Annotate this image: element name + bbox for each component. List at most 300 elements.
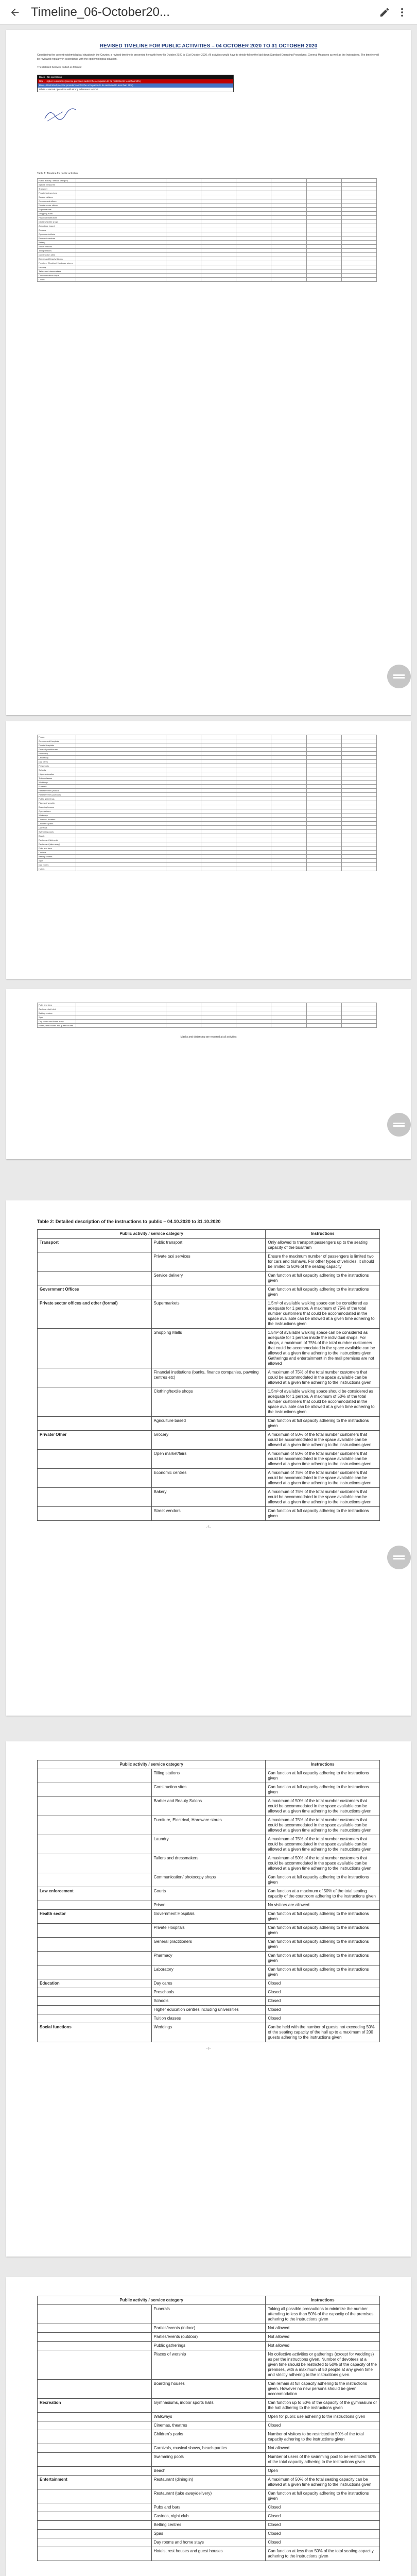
category-cell [38,2014,152,2023]
grid-status-cell [306,228,341,232]
grid-status-cell [271,768,306,772]
grid-subcategory-cell [76,228,166,232]
grid-status-cell [166,278,201,282]
grid-status-cell [271,253,306,257]
category-cell: Private/ Other [38,1431,152,1450]
table-row [38,2512,380,2521]
table-row [38,1299,380,1329]
grid-status-cell [166,768,201,772]
grid-status-cell [166,228,201,232]
grid-status-cell [166,739,201,743]
document-page-5 [6,1741,411,2257]
grid-row [38,1020,377,1024]
grid-status-cell [341,851,376,855]
scroll-handle-icon[interactable] [387,665,411,688]
grid-subcategory-cell [76,1003,166,1007]
category-cell [38,1938,152,1952]
grid-subcategory-cell [76,1015,166,1020]
grid-status-cell [166,830,201,834]
grid-row [38,278,377,282]
grid-row [38,220,377,224]
category-cell [38,2333,152,2342]
grid-status-cell [271,269,306,274]
category-cell [38,2453,152,2467]
grid-status-cell [201,1024,236,1028]
instruction-cell: Can be held with the number of guests not exceeding 50% of the seating capacity of the hall up to a maximum of 200 guests adhering to the instructions given [266,2023,380,2042]
grid-status-cell [236,859,271,863]
grid-status-cell [306,863,341,867]
grid-category-cell: Schools [38,768,76,772]
grid-status-cell [271,822,306,826]
grid-subcategory-cell [76,793,166,797]
instruction-cell: Can function at full capacity adhering to the instructions given [266,1769,380,1783]
grid-status-cell [166,789,201,793]
grid-status-cell [236,1020,271,1024]
grid-row [38,1024,377,1028]
grid-status-cell [201,216,236,220]
grid-status-cell [341,752,376,756]
instruction-cell: A maximum of 75% of the total number customers that could be accommodated in the space available can be allowed at a given time adhering to the instructions given [266,1816,380,1835]
grid-subcategory-cell [76,249,166,253]
grid-category-cell: Tuition classes [38,776,76,781]
grid-status-cell [306,748,341,752]
activity-cell: Furniture, Electrical, Hardware stores [151,1816,266,1835]
activity-cell: Tailors and dressmakers [151,1854,266,1873]
instruction-cell: A maximum of 75% of the total number customers that could be accommodated in the space available can be allowed at a given time adhering to the instructions given [266,1469,380,1488]
grid-status-cell [306,265,341,269]
grid-status-cell [306,855,341,859]
grid-status-cell [236,863,271,867]
category-cell [38,2503,152,2512]
grid-status-cell [271,241,306,245]
grid-status-cell [271,834,306,838]
timeline-grid-part-2 [37,735,377,871]
grid-row [38,241,377,245]
grid-status-cell [166,1003,201,1007]
category-cell [38,1965,152,1979]
grid-status-cell [166,785,201,789]
grid-category-cell: Walkways [38,814,76,818]
grid-status-cell [166,257,201,261]
activity-cell: Day rooms and home stays [151,2538,266,2547]
table-row [38,1252,380,1272]
table-row [38,2006,380,2014]
grid-category-cell: Laboratory [38,756,76,760]
grid-status-cell [201,195,236,199]
grid-status-cell [166,269,201,274]
table-row [38,1450,380,1469]
grid-status-cell [306,241,341,245]
category-cell [38,1873,152,1887]
grid-status-cell [201,212,236,216]
grid-subcategory-cell [76,199,166,204]
document-page-4 [6,1200,411,1716]
table-row [38,1239,380,1252]
grid-category-cell: Barber and Beauty Salons [38,257,76,261]
legend-row: Red – Higher restrictions (service providers and/or the occupation to be restricted to less than 50%) [38,79,233,83]
grid-category-cell: Casinos [38,851,76,855]
grid-status-cell [236,191,271,195]
grid-status-cell [166,1015,201,1020]
grid-category-cell: Boarding houses [38,805,76,809]
instruction-cell: A maximum of 50% of the total seating capacity can be allowed at a given time adhering to the instructions given [266,2476,380,2489]
more-options-icon[interactable] [393,4,411,21]
activity-cell: Barber and Beauty Salons [151,1797,266,1816]
grid-category-cell: Tilling stations [38,249,76,253]
grid-status-cell [201,756,236,760]
grid-status-cell [341,789,376,793]
grid-row [38,249,377,253]
grid-status-cell [341,1007,376,1011]
category-cell [38,2489,152,2503]
grid-status-cell [236,265,271,269]
grid-status-cell [306,743,341,748]
activity-cell: Restaurant (dining in) [151,2476,266,2489]
grid-row [38,785,377,789]
grid-subcategory-cell [76,241,166,245]
grid-category-cell: Day rooms [38,863,76,867]
table-row [38,1769,380,1783]
grid-subcategory-cell [76,776,166,781]
grid-row [38,809,377,814]
grid-row [38,191,377,195]
activity-cell: Service delivery [151,1272,266,1285]
grid-status-cell [201,236,236,241]
grid-subcategory-cell [76,739,166,743]
grid-status-cell [271,1007,306,1011]
table-row [38,2503,380,2512]
grid-status-cell [306,224,341,228]
activity-cell: Clothing/textile shops [151,1387,266,1417]
grid-status-cell [201,842,236,846]
grid-status-cell [236,249,271,253]
table-row [38,2023,380,2042]
grid-status-cell [341,241,376,245]
grid-status-cell [201,863,236,867]
grid-status-cell [341,785,376,789]
grid-subcategory-cell [76,851,166,855]
grid-status-cell [306,1015,341,1020]
activity-cell: Betting centres [151,2521,266,2530]
grid-row [38,752,377,756]
activity-cell: Swimming pools [151,2453,266,2467]
grid-status-cell [271,781,306,785]
instruction-cell: A maximum of 75% of the total number customers that could be accommodated in the space available can be allowed at a given time adhering to the instructions given [266,1835,380,1854]
grid-category-cell: Cinemas, theatres [38,818,76,822]
grid-status-cell [166,253,201,257]
table-row [38,1854,380,1873]
scroll-handle-icon[interactable] [387,1546,411,1569]
grid-row [38,842,377,846]
grid-status-cell [306,261,341,265]
grid-category-cell: Pubs and bars [38,1003,76,1007]
grid-status-cell [271,199,306,204]
grid-row [38,793,377,797]
grid-status-cell [201,834,236,838]
grid-status-cell [306,797,341,801]
grid-subcategory-cell [76,805,166,809]
grid-status-cell [306,199,341,204]
grid-category-cell: Open market/fairs [38,232,76,236]
instruction-cell: Not allowed [266,2342,380,2350]
activity-cell: Shopping Malls [151,1329,266,1368]
grid-status-cell [306,735,341,739]
grid-category-cell: Tailors and dressmakers [38,269,76,274]
grid-status-cell [236,867,271,871]
grid-status-cell [271,789,306,793]
grid-status-cell [341,838,376,842]
grid-status-cell [341,772,376,776]
document-page-1 [6,30,411,715]
header-category: Public activity / service category [38,1760,266,1769]
category-cell [38,1507,152,1521]
grid-status-cell [236,224,271,228]
grid-status-cell [166,752,201,756]
timeline-grid-part-1 [37,178,377,282]
grid-status-cell [306,739,341,743]
grid-status-cell [201,805,236,809]
grid-status-cell [201,208,236,212]
instruction-cell: Number of users of the swimming pool to be restricted 50% of the total capacity adhering to the instructions given [266,2453,380,2467]
grid-status-cell [306,781,341,785]
grid-status-cell [341,195,376,199]
grid-status-cell [166,1011,201,1015]
grid-category-cell: Parties/events (outdoor) [38,793,76,797]
grid-status-cell [236,212,271,216]
grid-status-cell [166,814,201,818]
grid-status-cell [236,764,271,768]
grid-category-cell: Agriculture based [38,224,76,228]
table-row [38,2014,380,2023]
grid-status-cell [271,212,306,216]
grid-status-cell [341,220,376,224]
grid-status-cell [236,809,271,814]
category-cell [38,1252,152,1272]
category-cell [38,1488,152,1507]
grid-status-cell [341,859,376,863]
grid-subcategory-cell [76,838,166,842]
grid-status-cell [236,822,271,826]
table-row [38,1901,380,1910]
grid-status-cell [306,772,341,776]
grid-status-cell [236,826,271,830]
grid-status-cell [341,855,376,859]
grid-subcategory-cell [76,220,166,224]
grid-status-cell [306,236,341,241]
activity-cell: Grocery [151,1431,266,1450]
category-cell [38,2006,152,2014]
grid-status-cell [166,1020,201,1024]
grid-status-cell [341,768,376,772]
grid-status-cell [201,228,236,232]
grid-status-cell [166,1007,201,1011]
grid-status-cell [201,261,236,265]
grid-status-cell [306,220,341,224]
grid-subcategory-cell [76,846,166,851]
grid-status-cell [271,216,306,220]
grid-status-cell [306,801,341,805]
grid-category-cell: Restaurant (dining in) [38,838,76,842]
table-row [38,1988,380,1997]
category-cell [38,2444,152,2453]
grid-status-cell [201,859,236,863]
grid-status-cell [341,867,376,871]
table-row [38,2324,380,2333]
category-cell [38,2305,152,2324]
grid-subcategory-cell [76,204,166,208]
grid-status-cell [201,191,236,195]
activity-cell: Day cares [151,1979,266,1988]
table-row [38,1797,380,1816]
grid-row [38,245,377,249]
category-cell [38,1854,152,1873]
grid-status-cell [271,809,306,814]
grid-status-cell [236,253,271,257]
grid-status-cell [306,278,341,282]
table-row [38,2350,380,2380]
grid-subcategory-cell [76,822,166,826]
grid-subcategory-cell [76,1007,166,1011]
grid-status-cell [166,781,201,785]
grid-status-cell [306,1011,341,1015]
category-cell [38,2380,152,2399]
grid-status-cell [306,826,341,830]
grid-status-cell [306,191,341,195]
activity-cell: Pubs and bars [151,2503,266,2512]
grid-category-cell: Clothing/textile shops [38,220,76,224]
grid-row [38,776,377,781]
table-row [38,1965,380,1979]
grid-status-cell [306,830,341,834]
grid-status-cell [236,748,271,752]
grid-subcategory-cell [76,801,166,805]
back-arrow-icon[interactable] [6,4,24,21]
grid-status-cell [341,801,376,805]
instruction-cell: Ensure the maximum number of passengers is limited two for cars and trishaws. For other types of vehicles, it should be limited to 50% of the seating capacity [266,1252,380,1272]
grid-status-cell [271,261,306,265]
grid-status-cell [306,183,341,187]
instruction-cell: Can function at full capacity adhering to the instructions given [266,1285,380,1299]
instruction-cell: Not allowed [266,2324,380,2333]
grid-status-cell [271,187,306,191]
grid-status-cell [236,805,271,809]
grid-status-cell [201,241,236,245]
grid-row [38,735,377,739]
grid-status-cell [271,830,306,834]
grid-status-cell [166,776,201,781]
grid-subcategory-cell [76,269,166,274]
table-row [38,2333,380,2342]
category-cell [38,1988,152,1997]
grid-category-cell: Grocery [38,228,76,232]
grid-status-cell [201,818,236,822]
grid-status-cell [271,851,306,855]
table-row [38,1873,380,1887]
grid-status-cell [271,204,306,208]
grid-status-cell [166,772,201,776]
grid-status-cell [306,760,341,764]
table-row [38,2453,380,2467]
grid-status-cell [271,274,306,278]
grid-status-cell [201,232,236,236]
table-row [38,2413,380,2421]
grid-status-cell [306,785,341,789]
grid-row [38,768,377,772]
category-cell [38,1816,152,1835]
grid-status-cell [201,776,236,781]
activity-cell: Higher education centres including universities [151,2006,266,2014]
grid-status-cell [306,846,341,851]
grid-status-cell [341,735,376,739]
grid-status-cell [306,269,341,274]
grid-status-cell [166,797,201,801]
grid-status-cell [201,278,236,282]
activity-cell: Schools [151,1997,266,2006]
edit-pencil-icon[interactable] [376,4,393,21]
grid-subcategory-cell [76,834,166,838]
grid-status-cell [236,842,271,846]
grid-status-cell [166,199,201,204]
grid-status-cell [166,249,201,253]
activity-cell: Gymnasiums, indoor sports halls [151,2399,266,2413]
table-row [38,1952,380,1965]
table-row [38,2430,380,2444]
table-row [38,1368,380,1387]
grid-status-cell [341,216,376,220]
scroll-handle-icon[interactable] [387,1113,411,1137]
instruction-cell: Can function at full capacity adhering to the instructions given [266,1938,380,1952]
intro-paragraph: Considering the current epidemiological situation in the Country, a revised timeline is presented herewith from 4th October 2020 to 31st October 2020. All activities would have to strictly follow the laid down Standard Operating Procedures, General Measures as well as the Instructions. The timeline will be reviewed regularly in accordance with the epidemiological situation. [37,54,379,61]
grid-status-cell [201,838,236,842]
table-row [38,1431,380,1450]
grid-status-cell [166,241,201,245]
grid-status-cell [271,785,306,789]
table-row [38,2421,380,2430]
instructions-table-part-1 [37,1229,380,1521]
grid-row [38,801,377,805]
grid-row [38,199,377,204]
grid-row [38,1015,377,1020]
category-cell: Education [38,1979,152,1988]
grid-row [38,195,377,199]
category-cell [38,1417,152,1431]
grid-category-cell: Government Hospitals [38,739,76,743]
instruction-cell: Closed [266,2503,380,2512]
grid-status-cell [201,743,236,748]
grid-row [38,838,377,842]
grid-row [38,743,377,748]
instruction-cell: Closed [266,2006,380,2014]
grid-subcategory-cell [76,826,166,830]
grid-category-cell: Communication shops [38,274,76,278]
grid-status-cell [341,236,376,241]
category-cell [38,2324,152,2333]
grid-subcategory-cell [76,830,166,834]
grid-status-cell [306,851,341,855]
grid-status-cell [166,826,201,830]
grid-status-cell [341,253,376,257]
instruction-cell: Closed [266,2014,380,2023]
grid-status-cell [166,822,201,826]
instruction-cell: Open for public use adhering to the instructions given [266,2413,380,2421]
grid-status-cell [166,236,201,241]
activity-cell: Private taxi services [151,1252,266,1272]
activity-cell: Public gatherings [151,2342,266,2350]
category-cell: Government Offices [38,1285,152,1299]
grid-status-cell [166,842,201,846]
grid-status-cell [341,822,376,826]
grid-status-cell [201,199,236,204]
